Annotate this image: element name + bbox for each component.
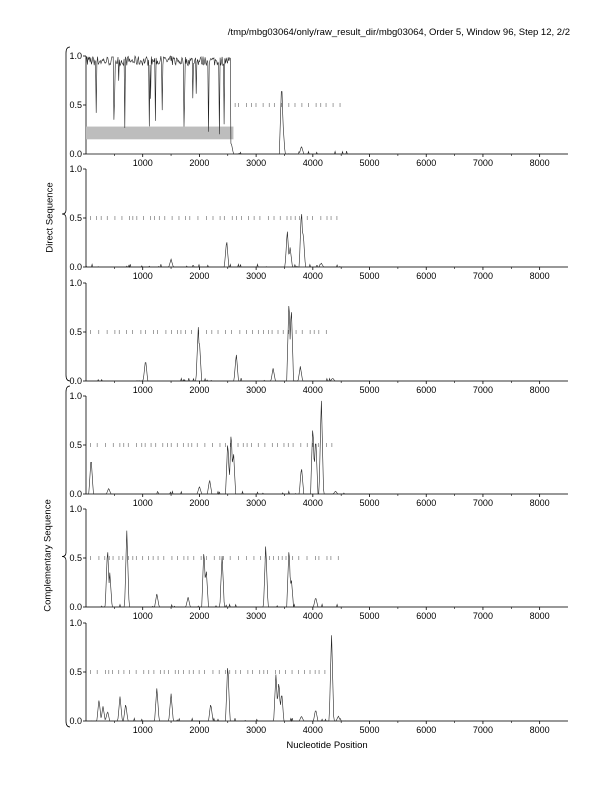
x-tick-label: 4000: [302, 271, 323, 281]
frame-plot-direct-2: [69, 164, 568, 281]
x-tick-label: 5000: [359, 271, 380, 281]
y-tick-label: 0.5: [69, 440, 82, 450]
x-tick-label: 6000: [416, 611, 437, 621]
y-tick-label: 0.5: [69, 327, 82, 337]
x-tick-label: 7000: [472, 498, 493, 508]
y-tick-label: 0.0: [69, 262, 82, 272]
x-tick-label: 4000: [302, 611, 323, 621]
rug-marks: [91, 670, 325, 674]
x-tick-label: 6000: [416, 271, 437, 281]
x-tick-label: 5000: [359, 158, 380, 168]
frame-series-line: [86, 531, 568, 607]
x-tick-label: 3000: [246, 271, 267, 281]
y-tick-label: 1.0: [69, 278, 82, 288]
x-tick-label: 8000: [529, 498, 550, 508]
x-tick-label: 2000: [189, 725, 210, 735]
x-tick-label: 6000: [416, 385, 437, 395]
y-tick-label: 0.5: [69, 553, 82, 563]
page-title: /tmp/mbg03064/only/raw_result_dir/mbg03064, Order 5, Window 96, Step 12, 2/2: [227, 27, 570, 38]
x-tick-label: 6000: [416, 498, 437, 508]
y-tick-label: 1.0: [69, 618, 82, 628]
y-tick-label: 0.0: [69, 376, 82, 386]
x-tick-label: 4000: [302, 498, 323, 508]
x-tick-label: 2000: [189, 611, 210, 621]
x-tick-label: 3000: [246, 385, 267, 395]
x-tick-label: 3000: [246, 611, 267, 621]
x-tick-label: 5000: [359, 498, 380, 508]
y-tick-label: 1.0: [69, 51, 82, 61]
y-tick-label: 0.5: [69, 213, 82, 223]
direct-sequence-label: Direct Sequence: [44, 182, 56, 253]
x-tick-label: 4000: [302, 725, 323, 735]
x-tick-label: 8000: [529, 725, 550, 735]
x-tick-label: 3000: [246, 725, 267, 735]
x-tick-label: 3000: [246, 158, 267, 168]
x-tick-label: 5000: [359, 385, 380, 395]
x-tick-label: 1000: [132, 725, 153, 735]
y-tick-label: 0.0: [69, 489, 82, 499]
x-tick-label: 4000: [302, 158, 323, 168]
frame-series-line: [86, 401, 568, 494]
shaded-region: [86, 127, 233, 140]
x-tick-label: 1000: [132, 158, 153, 168]
y-tick-label: 0.0: [69, 602, 82, 612]
frame-plot-direct-3: [69, 278, 568, 395]
x-axis-label: Nucleotide Position: [286, 740, 368, 751]
complementary-sequence-label: Complementary Sequence: [42, 499, 54, 612]
x-tick-label: 8000: [529, 611, 550, 621]
x-tick-label: 2000: [189, 158, 210, 168]
frame-plot-direct-1: [69, 51, 568, 168]
x-tick-label: 5000: [359, 611, 380, 621]
y-tick-label: 1.0: [69, 391, 82, 401]
x-tick-label: 1000: [132, 498, 153, 508]
y-tick-label: 0.5: [69, 100, 82, 110]
frame-plot-complementary-3: [69, 618, 568, 735]
x-tick-label: 6000: [416, 158, 437, 168]
frame-series-line: [86, 306, 568, 381]
rug-marks: [235, 103, 340, 107]
y-tick-label: 0.5: [69, 667, 82, 677]
x-tick-label: 7000: [472, 611, 493, 621]
x-tick-label: 1000: [132, 385, 153, 395]
frame-series-line: [86, 214, 568, 267]
x-tick-label: 2000: [189, 385, 210, 395]
x-tick-label: 5000: [359, 725, 380, 735]
x-tick-label: 7000: [472, 158, 493, 168]
frame-plot-complementary-2: [69, 504, 568, 621]
x-tick-label: 3000: [246, 498, 267, 508]
frame-series-line: [86, 635, 568, 721]
x-tick-label: 8000: [529, 385, 550, 395]
y-tick-label: 0.0: [69, 149, 82, 159]
x-tick-label: 7000: [472, 385, 493, 395]
rug-marks: [91, 443, 332, 447]
x-tick-label: 4000: [302, 385, 323, 395]
rug-marks: [91, 216, 337, 220]
frame-plot-complementary-1: [69, 391, 568, 508]
x-tick-label: 6000: [416, 725, 437, 735]
x-tick-label: 8000: [529, 158, 550, 168]
x-tick-label: 2000: [189, 271, 210, 281]
x-tick-label: 2000: [189, 498, 210, 508]
frame-series-line: [86, 56, 568, 154]
x-tick-label: 8000: [529, 271, 550, 281]
x-tick-label: 1000: [132, 271, 153, 281]
x-tick-label: 7000: [472, 725, 493, 735]
x-tick-label: 7000: [472, 271, 493, 281]
y-tick-label: 0.0: [69, 716, 82, 726]
y-tick-label: 1.0: [69, 164, 82, 174]
rug-marks: [91, 330, 327, 334]
x-tick-label: 1000: [132, 611, 153, 621]
y-tick-label: 1.0: [69, 504, 82, 514]
